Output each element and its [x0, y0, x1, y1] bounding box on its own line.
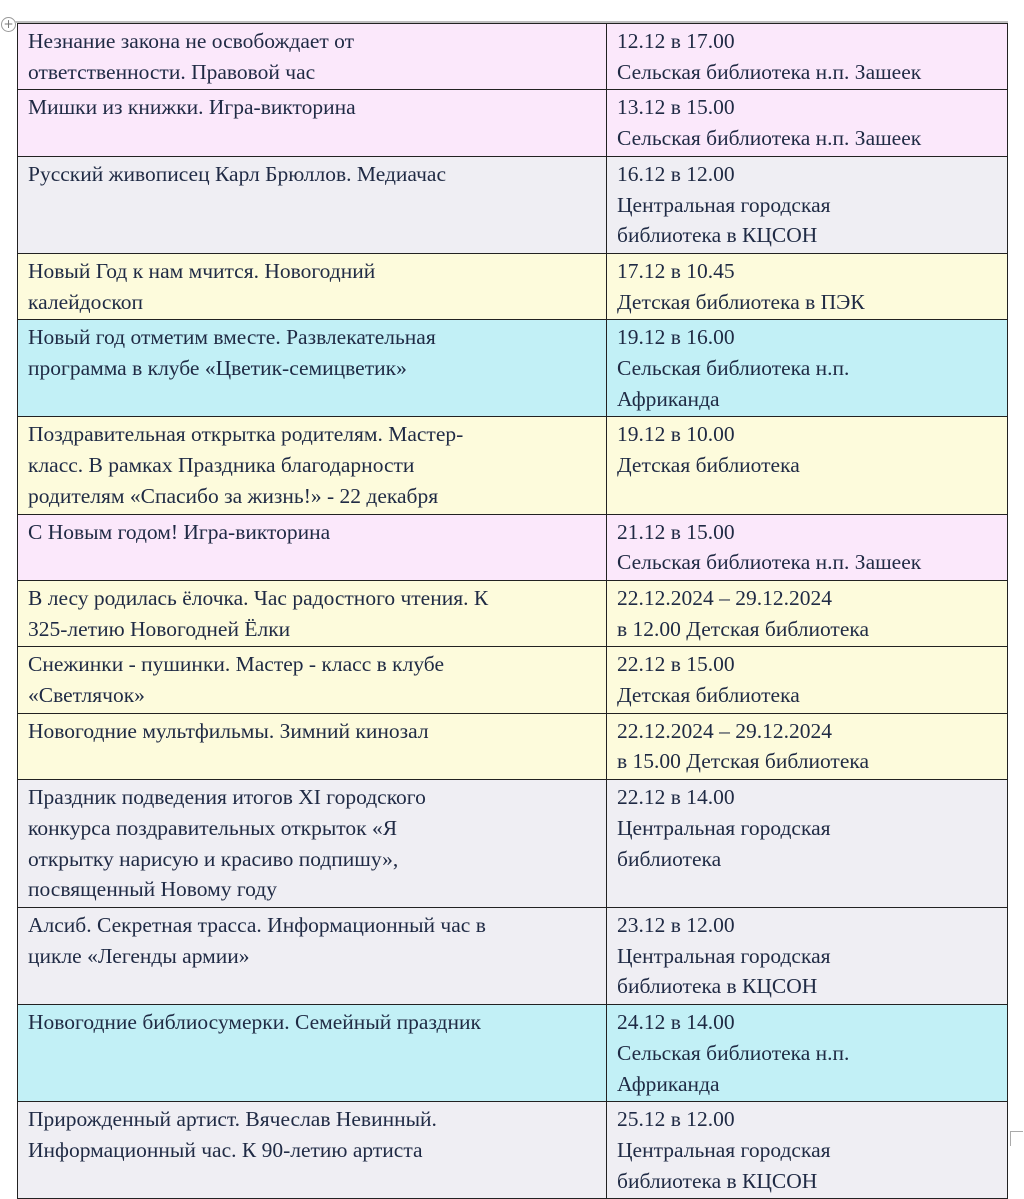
event-title-cell [18, 780, 607, 908]
event-datetime: 22.12.2024 – 29.12.2024 [617, 718, 832, 743]
event-datetime: 13.12 в 15.00 [617, 95, 735, 120]
event-title-line: посвященный Новому году [28, 877, 277, 902]
event-location-line: библиотека в КЦСОН [617, 223, 818, 248]
event-location-line: библиотека в КЦСОН [617, 974, 818, 999]
event-location-line: Сельская библиотека н.п. [617, 1040, 850, 1065]
event-title-line: Новогодние мультфильмы. Зимний кинозал [28, 718, 429, 743]
event-location-line: библиотека в КЦСОН [617, 1168, 818, 1193]
table-row [18, 320, 1008, 417]
event-datetime-location-cell [607, 647, 1008, 713]
event-datetime-location-cell [607, 24, 1008, 90]
event-location-line: в 15.00 Детская библиотека [617, 749, 870, 774]
event-datetime: 19.12 в 10.00 [617, 422, 735, 447]
event-location-line: Сельская библиотека н.п. Зашеек [617, 126, 922, 151]
event-title-cell [18, 253, 607, 319]
event-title-line: класс. В рамках Праздника благодарности [28, 453, 415, 478]
event-title-line: «Светлячок» [28, 683, 145, 708]
event-title-cell [18, 713, 607, 779]
event-title-line: Поздравительная открытка родителям. Мастер- [28, 422, 464, 447]
table-row [18, 417, 1008, 514]
table-row [18, 1005, 1008, 1102]
event-title-cell [18, 907, 607, 1004]
table-row [18, 90, 1008, 156]
table-body [18, 24, 1008, 1199]
table-row [18, 1102, 1008, 1199]
event-datetime-location-cell [607, 1102, 1008, 1199]
event-title-line: Русский живописец Карл Брюллов. Медиачас [28, 161, 447, 186]
event-datetime-location-cell [607, 1005, 1008, 1102]
event-title-line: Незнание закона не освобождает от [28, 29, 355, 53]
event-title-cell [18, 647, 607, 713]
event-title-line: С Новым годом! Игра-викторина [28, 519, 331, 544]
event-title-cell [18, 24, 607, 90]
event-datetime-location-cell [607, 580, 1008, 646]
event-datetime-location-cell [607, 320, 1008, 417]
event-datetime: 24.12 в 14.00 [617, 1010, 735, 1035]
event-location-line: Детская библиотека [617, 453, 800, 478]
event-datetime-location-cell [607, 514, 1008, 580]
event-location-line: Центральная городская [617, 943, 831, 968]
table-row [18, 156, 1008, 253]
event-title-line: ответственности. Правовой час [28, 59, 316, 84]
table-move-handle-icon[interactable]: + [1, 17, 16, 32]
event-title-line: Алсиб. Секретная трасса. Информационный час в [28, 912, 486, 937]
event-location-line: Африканда [617, 386, 720, 411]
event-title-cell [18, 580, 607, 646]
event-location-line: Центральная городская [617, 1137, 831, 1162]
event-title-line: Новый год отметим вместе. Развлекательная [28, 325, 436, 350]
table-row [18, 580, 1008, 646]
table-row [18, 907, 1008, 1004]
event-title-line: Мишки из книжки. Игра-викторина [28, 95, 356, 120]
table-row [18, 647, 1008, 713]
event-title-line: открытку нарисую и красиво подпишу», [28, 846, 399, 871]
table-row [18, 514, 1008, 580]
event-location-line: библиотека [617, 846, 722, 871]
event-title-line: Праздник подведения итогов XI городского [28, 785, 426, 810]
event-location-line: Детская библиотека [617, 683, 800, 708]
event-title-cell [18, 417, 607, 514]
table-row [18, 780, 1008, 908]
event-datetime-location-cell [607, 90, 1008, 156]
event-title-line: калейдоскоп [28, 289, 144, 314]
table-resize-handle[interactable] [1010, 1131, 1023, 1146]
event-title-line: Прирожденный артист. Вячеслав Невинный. [28, 1107, 437, 1132]
event-datetime: 22.12 в 15.00 [617, 652, 735, 677]
event-location-line: Центральная городская [617, 192, 831, 217]
table-row [18, 713, 1008, 779]
event-datetime-location-cell [607, 417, 1008, 514]
event-title-line: родителям «Спасибо за жизнь!» - 22 декабря [28, 483, 439, 508]
event-title-cell [18, 514, 607, 580]
event-datetime: 12.12 в 17.00 [617, 29, 735, 53]
event-location-line: Сельская библиотека н.п. Зашеек [617, 550, 922, 575]
event-datetime-location-cell [607, 253, 1008, 319]
event-title-cell [18, 1005, 607, 1102]
event-location-line: Центральная городская [617, 815, 831, 840]
event-location-line: Африканда [617, 1071, 720, 1096]
event-title-cell [18, 1102, 607, 1199]
event-title-cell [18, 320, 607, 417]
event-location-line: Сельская библиотека н.п. [617, 356, 850, 381]
event-title-line: 325-летию Новогодней Ёлки [28, 616, 291, 641]
event-title-line: В лесу родилась ёлочка. Час радостного чтения. К [28, 585, 489, 610]
event-datetime: 25.12 в 12.00 [617, 1107, 735, 1132]
event-datetime: 22.12.2024 – 29.12.2024 [617, 585, 832, 610]
event-datetime: 21.12 в 15.00 [617, 519, 735, 544]
event-title-line: Снежинки - пушинки. Мастер - класс в клубе [28, 652, 444, 677]
event-title-line: Новогодние библиосумерки. Семейный праздник [28, 1010, 481, 1035]
event-datetime: 23.12 в 12.00 [617, 912, 735, 937]
event-datetime: 17.12 в 10.45 [617, 258, 735, 283]
event-location-line: Детская библиотека в ПЭК [617, 289, 865, 314]
events-schedule-table [17, 23, 1008, 1199]
event-title-line: Информационный час. К 90-летию артиста [28, 1137, 423, 1162]
event-title-cell [18, 156, 607, 253]
event-location-line: в 12.00 Детская библиотека [617, 616, 870, 641]
table-row [18, 24, 1008, 90]
event-datetime-location-cell [607, 713, 1008, 779]
event-datetime: 16.12 в 12.00 [617, 161, 735, 186]
event-datetime-location-cell [607, 780, 1008, 908]
event-title-line: цикле «Легенды армии» [28, 943, 250, 968]
table-row [18, 253, 1008, 319]
event-location-line: Сельская библиотека н.п. Зашеек [617, 59, 922, 84]
event-datetime-location-cell [607, 907, 1008, 1004]
event-title-line: конкурса поздравительных открыток «Я [28, 815, 398, 840]
event-title-line: Новый Год к нам мчится. Новогодний [28, 258, 376, 283]
event-datetime: 22.12 в 14.00 [617, 785, 735, 810]
event-title-cell [18, 90, 607, 156]
event-datetime-location-cell [607, 156, 1008, 253]
event-datetime: 19.12 в 16.00 [617, 325, 735, 350]
event-title-line: программа в клубе «Цветик-семицветик» [28, 356, 407, 381]
